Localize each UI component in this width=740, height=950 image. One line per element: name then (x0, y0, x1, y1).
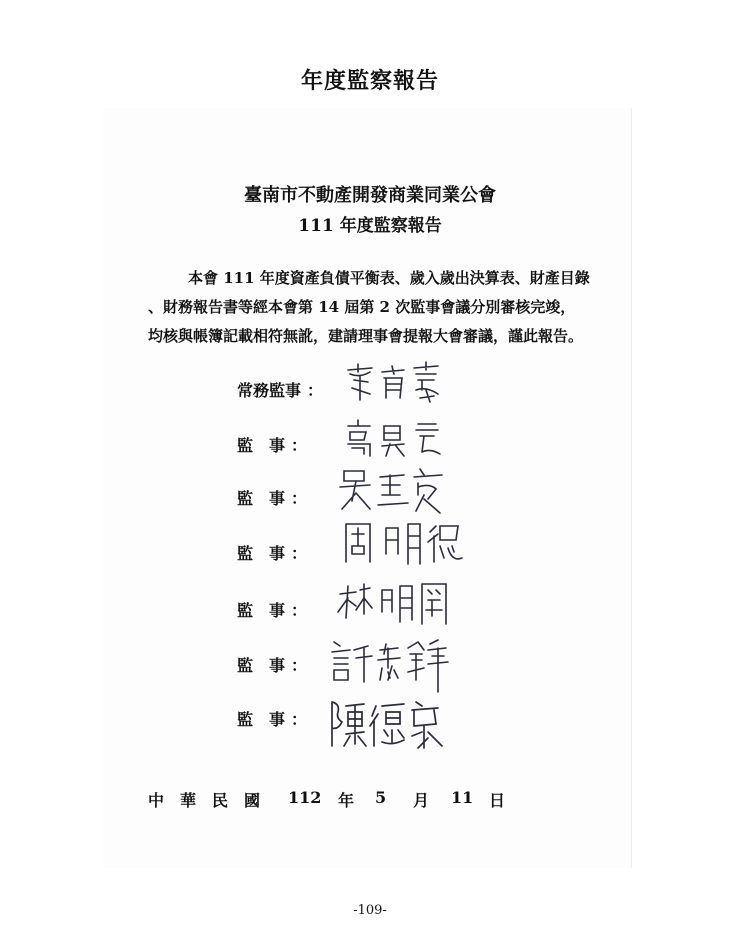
date-year: 112 (288, 788, 322, 807)
signatory-role (237, 598, 307, 621)
role-label: 監 事 (237, 601, 286, 620)
date-day-unit: 日 (489, 791, 506, 810)
signatory-role (237, 433, 307, 456)
signatory-role (237, 541, 307, 564)
handwritten-signature (336, 578, 451, 633)
body-text-line: 、財務報告書等經本會第 14 屆第 2 次監事會議分別審核完竣， (148, 298, 576, 316)
signatory-role (237, 378, 323, 401)
handwritten-signature (338, 465, 450, 520)
handwritten-signature (328, 696, 453, 754)
role-label: 監 事 (237, 489, 286, 508)
role-label: 常務監事 (237, 381, 302, 400)
role-colon: ： (291, 710, 308, 729)
role-label: 監 事 (237, 544, 286, 563)
role-colon: ： (291, 436, 308, 455)
organization-name: 臺南市不動產開發商業同業公會 (244, 185, 496, 206)
handwritten-signature (328, 636, 453, 696)
role-colon: ： (307, 381, 324, 400)
handwritten-signature (340, 518, 465, 573)
document-subtitle: 111 年度監察報告 (298, 216, 442, 236)
page-number: -109- (353, 903, 387, 918)
signatory-role (237, 486, 307, 509)
role-colon: ： (291, 601, 308, 620)
handwritten-signature (340, 418, 450, 460)
role-label: 監 事 (237, 710, 286, 729)
date-day: 11 (451, 788, 474, 807)
date-month-unit: 月 (413, 791, 430, 810)
role-label: 監 事 (237, 436, 286, 455)
role-colon: ： (291, 656, 308, 675)
date-month: 5 (375, 788, 387, 807)
page-title: 年度監察報告 (300, 68, 439, 94)
body-text-line: 均核與帳簿記載相符無訛，建請理事會提報大會審議，謹此報告。 (148, 327, 584, 345)
role-colon: ： (291, 544, 308, 563)
role-colon: ： (291, 489, 308, 508)
signatory-role (237, 707, 307, 730)
body-text-line: 本會 111 年度資產負債平衡表、歲入歲出決算表、財產目錄 (188, 269, 590, 287)
role-label: 監 事 (237, 656, 286, 675)
date-prefix: 中 華 民 國 (148, 791, 261, 810)
signatory-role (237, 653, 307, 676)
handwritten-signature (342, 360, 452, 405)
date-year-unit: 年 (338, 791, 355, 810)
